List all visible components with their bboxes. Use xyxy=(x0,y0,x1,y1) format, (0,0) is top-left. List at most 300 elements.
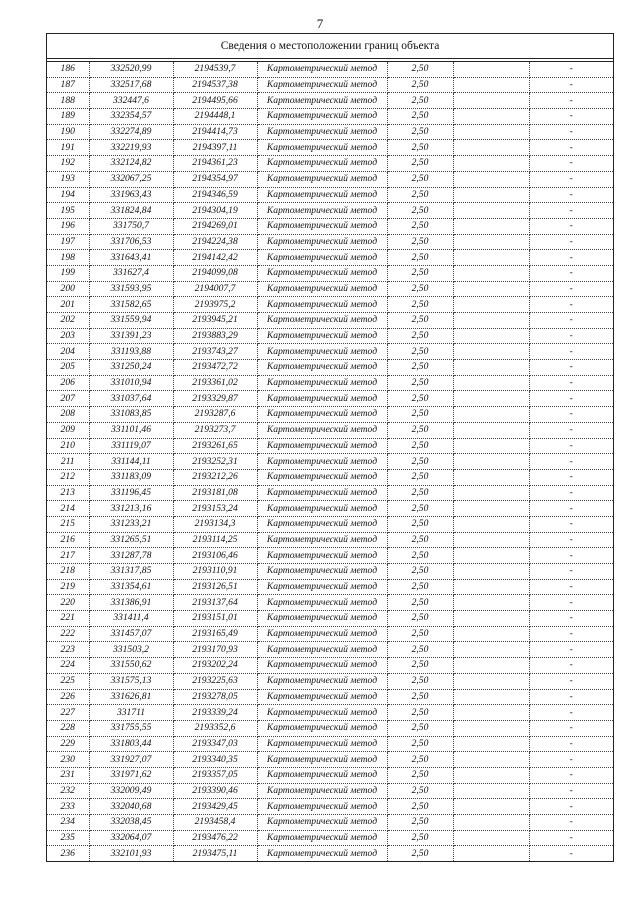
table-row xyxy=(47,516,613,532)
point-number-cell: 227 xyxy=(47,705,89,721)
empty-cell-cell xyxy=(453,360,529,376)
accuracy-cell: 2,50 xyxy=(387,579,453,595)
x-coordinate-cell: 331391,23 xyxy=(89,328,173,344)
x-coordinate-cell: 332274,89 xyxy=(89,124,173,140)
method-cell: Картометрический метод xyxy=(257,454,387,470)
empty-cell-cell xyxy=(453,642,529,658)
note-cell: - xyxy=(529,658,613,674)
y-coordinate-cell: 2193126,51 xyxy=(173,579,257,595)
point-number-cell: 210 xyxy=(47,438,89,454)
x-coordinate-cell: 331706,53 xyxy=(89,234,173,250)
empty-cell-cell xyxy=(453,815,529,831)
empty-cell-cell xyxy=(453,297,529,313)
table-row xyxy=(47,218,613,234)
empty-cell-cell xyxy=(453,705,529,721)
note-cell: - xyxy=(529,469,613,485)
x-coordinate-cell: 331010,94 xyxy=(89,375,173,391)
note-cell: - xyxy=(529,501,613,517)
point-number-cell: 235 xyxy=(47,830,89,846)
x-coordinate-cell: 331755,55 xyxy=(89,720,173,736)
empty-cell-cell xyxy=(453,548,529,564)
note-cell: - xyxy=(529,830,613,846)
table-row xyxy=(47,156,613,172)
note-cell: - xyxy=(529,516,613,532)
table-row xyxy=(47,532,613,548)
method-cell: Картометрический метод xyxy=(257,767,387,783)
point-number-cell: 233 xyxy=(47,799,89,815)
accuracy-cell: 2,50 xyxy=(387,626,453,642)
table-row xyxy=(47,595,613,611)
note-cell: - xyxy=(529,360,613,376)
accuracy-cell: 2,50 xyxy=(387,265,453,281)
table-row xyxy=(47,469,613,485)
note-cell: - xyxy=(529,485,613,501)
x-coordinate-cell: 331265,51 xyxy=(89,532,173,548)
note-cell: - xyxy=(529,799,613,815)
empty-cell-cell xyxy=(453,846,529,861)
table-row xyxy=(47,799,613,815)
y-coordinate-cell: 2193134,3 xyxy=(173,516,257,532)
table-row xyxy=(47,62,613,77)
method-cell: Картометрический метод xyxy=(257,799,387,815)
note-cell: - xyxy=(529,62,613,77)
method-cell: Картометрический метод xyxy=(257,344,387,360)
empty-cell-cell xyxy=(453,438,529,454)
note-cell: - xyxy=(529,250,613,266)
method-cell: Картометрический метод xyxy=(257,360,387,376)
x-coordinate-cell: 331213,16 xyxy=(89,501,173,517)
point-number-cell: 198 xyxy=(47,250,89,266)
y-coordinate-cell: 2194448,1 xyxy=(173,109,257,125)
table-row xyxy=(47,767,613,783)
note-cell: - xyxy=(529,564,613,580)
table-row xyxy=(47,234,613,250)
table-row xyxy=(47,454,613,470)
empty-cell-cell xyxy=(453,187,529,203)
x-coordinate-cell: 331750,7 xyxy=(89,218,173,234)
accuracy-cell: 2,50 xyxy=(387,783,453,799)
accuracy-cell: 2,50 xyxy=(387,767,453,783)
accuracy-cell: 2,50 xyxy=(387,187,453,203)
point-number-cell: 200 xyxy=(47,281,89,297)
table-row xyxy=(47,548,613,564)
accuracy-cell: 2,50 xyxy=(387,344,453,360)
point-number-cell: 202 xyxy=(47,313,89,329)
method-cell: Картометрический метод xyxy=(257,673,387,689)
accuracy-cell: 2,50 xyxy=(387,281,453,297)
x-coordinate-cell: 332520,99 xyxy=(89,62,173,77)
accuracy-cell: 2,50 xyxy=(387,313,453,329)
y-coordinate-cell: 2194414,73 xyxy=(173,124,257,140)
table-row xyxy=(47,391,613,407)
x-coordinate-cell: 331559,94 xyxy=(89,313,173,329)
x-coordinate-cell: 331626,81 xyxy=(89,689,173,705)
table-row xyxy=(47,830,613,846)
accuracy-cell: 2,50 xyxy=(387,830,453,846)
point-number-cell: 201 xyxy=(47,297,89,313)
point-number-cell: 224 xyxy=(47,658,89,674)
empty-cell-cell xyxy=(453,658,529,674)
empty-cell-cell xyxy=(453,767,529,783)
method-cell: Картометрический метод xyxy=(257,109,387,125)
method-cell: Картометрический метод xyxy=(257,689,387,705)
point-number-cell: 196 xyxy=(47,218,89,234)
method-cell: Картометрический метод xyxy=(257,485,387,501)
method-cell: Картометрический метод xyxy=(257,783,387,799)
empty-cell-cell xyxy=(453,422,529,438)
table-row xyxy=(47,297,613,313)
method-cell: Картометрический метод xyxy=(257,62,387,77)
x-coordinate-cell: 331233,21 xyxy=(89,516,173,532)
x-coordinate-cell: 332101,93 xyxy=(89,846,173,861)
x-coordinate-cell: 332354,57 xyxy=(89,109,173,125)
point-number-cell: 206 xyxy=(47,375,89,391)
note-cell: - xyxy=(569,847,573,859)
accuracy-cell: 2,50 xyxy=(387,469,453,485)
x-coordinate-cell: 331193,88 xyxy=(89,344,173,360)
point-number-cell: 192 xyxy=(47,156,89,172)
y-coordinate-cell: 2194304,19 xyxy=(173,203,257,219)
y-coordinate-cell: 2193287,6 xyxy=(173,407,257,423)
x-coordinate-cell: 331963,43 xyxy=(89,187,173,203)
point-number-cell: 216 xyxy=(47,532,89,548)
table-body xyxy=(47,62,613,861)
table-row xyxy=(47,705,613,721)
x-coordinate-cell: 332124,82 xyxy=(89,156,173,172)
point-number-cell: 225 xyxy=(47,673,89,689)
point-number-cell: 195 xyxy=(47,203,89,219)
note-cell: - xyxy=(529,344,613,360)
accuracy-cell: 2,50 xyxy=(387,407,453,423)
table-row xyxy=(47,736,613,752)
empty-cell-cell xyxy=(453,391,529,407)
table-row xyxy=(47,438,613,454)
table-row xyxy=(47,360,613,376)
table-row xyxy=(47,626,613,642)
empty-cell-cell xyxy=(453,109,529,125)
note-cell: - xyxy=(529,265,613,281)
y-coordinate-cell: 2193340,35 xyxy=(173,752,257,768)
note-cell: - xyxy=(529,720,613,736)
table-row xyxy=(47,203,613,219)
accuracy-cell: 2,50 xyxy=(387,815,453,831)
point-number-cell: 204 xyxy=(47,344,89,360)
method-cell: Картометрический метод xyxy=(257,438,387,454)
table-row xyxy=(47,611,613,627)
table-row xyxy=(47,689,613,705)
method-cell: Картометрический метод xyxy=(257,250,387,266)
note-cell: - xyxy=(529,454,613,470)
point-number-cell: 197 xyxy=(47,234,89,250)
y-coordinate-cell: 2194361,23 xyxy=(173,156,257,172)
method-cell: Картометрический метод xyxy=(257,187,387,203)
note-cell: - xyxy=(529,579,613,595)
point-number-cell: 212 xyxy=(47,469,89,485)
method-cell: Картометрический метод xyxy=(257,469,387,485)
point-number-cell: 188 xyxy=(47,93,89,109)
point-number-cell: 228 xyxy=(47,720,89,736)
method-cell: Картометрический метод xyxy=(257,171,387,187)
point-number-cell: 226 xyxy=(47,689,89,705)
accuracy-cell: 2,50 xyxy=(387,611,453,627)
x-coordinate-cell: 331250,24 xyxy=(89,360,173,376)
x-coordinate-cell: 331196,45 xyxy=(89,485,173,501)
note-cell: - xyxy=(529,391,613,407)
empty-cell-cell xyxy=(453,124,529,140)
table-row xyxy=(47,642,613,658)
accuracy-cell: 2,50 xyxy=(387,673,453,689)
boundary-points-table xyxy=(47,62,613,861)
y-coordinate-cell: 2193429,45 xyxy=(173,799,257,815)
empty-cell-cell xyxy=(453,281,529,297)
point-number-cell: 221 xyxy=(47,611,89,627)
empty-cell-cell xyxy=(453,313,529,329)
y-coordinate-cell: 2193110,91 xyxy=(173,564,257,580)
x-coordinate-cell: 331411,4 xyxy=(89,611,173,627)
y-coordinate-cell: 2194224,38 xyxy=(173,234,257,250)
method-cell: Картометрический метод xyxy=(257,93,387,109)
empty-cell-cell xyxy=(453,469,529,485)
method-cell: Картометрический метод xyxy=(257,736,387,752)
method-cell: Картометрический метод xyxy=(257,313,387,329)
accuracy-cell: 2,50 xyxy=(387,705,453,721)
y-coordinate-cell: 2193975,2 xyxy=(173,297,257,313)
y-coordinate-cell: 2193883,29 xyxy=(173,328,257,344)
y-coordinate-cell: 2193347,03 xyxy=(173,736,257,752)
note-cell: - xyxy=(529,281,613,297)
point-number-cell: 205 xyxy=(47,360,89,376)
method-cell: Картометрический метод xyxy=(257,658,387,674)
x-coordinate-cell: 331183,09 xyxy=(89,469,173,485)
note-cell: - xyxy=(529,218,613,234)
table-row xyxy=(47,313,613,329)
note-cell: - xyxy=(529,673,613,689)
y-coordinate-cell: 2193202,24 xyxy=(173,658,257,674)
point-number-cell: 203 xyxy=(47,328,89,344)
accuracy-cell: 2,50 xyxy=(387,156,453,172)
x-coordinate-cell: 331593,95 xyxy=(89,281,173,297)
note-cell: - xyxy=(529,93,613,109)
empty-cell-cell xyxy=(453,407,529,423)
accuracy-cell: 2,50 xyxy=(387,297,453,313)
accuracy-cell: 2,50 xyxy=(387,642,453,658)
table-row xyxy=(47,422,613,438)
point-number-cell: 236 xyxy=(47,846,89,861)
y-coordinate-cell: 2194354,97 xyxy=(173,171,257,187)
accuracy-cell: 2,50 xyxy=(387,422,453,438)
section-title: Сведения о местоположении границ объекта xyxy=(47,34,613,59)
empty-cell-cell xyxy=(453,532,529,548)
table-row xyxy=(47,109,613,125)
accuracy-cell: 2,50 xyxy=(387,203,453,219)
point-number-cell: 213 xyxy=(47,485,89,501)
page-number: 7 xyxy=(316,16,324,31)
x-coordinate-cell: 331643,41 xyxy=(89,250,173,266)
method-cell: Картометрический метод xyxy=(257,548,387,564)
note-cell: - xyxy=(529,783,613,799)
empty-cell-cell xyxy=(453,673,529,689)
table-row xyxy=(47,171,613,187)
method-cell: Картометрический метод xyxy=(257,720,387,736)
point-number-cell: 186 xyxy=(47,62,89,77)
method-cell: Картометрический метод xyxy=(257,422,387,438)
x-coordinate-cell: 331083,85 xyxy=(89,407,173,423)
x-coordinate-cell: 331144,11 xyxy=(89,454,173,470)
table-row xyxy=(47,485,613,501)
point-number-cell: 209 xyxy=(47,422,89,438)
table-row xyxy=(47,815,613,831)
x-coordinate-cell: 332447,6 xyxy=(89,93,173,109)
empty-cell-cell xyxy=(453,830,529,846)
y-coordinate-cell: 2194346,59 xyxy=(173,187,257,203)
y-coordinate-cell: 2193357,05 xyxy=(173,767,257,783)
point-number-cell: 222 xyxy=(47,626,89,642)
note-cell: - xyxy=(529,297,613,313)
empty-cell-cell xyxy=(453,516,529,532)
accuracy-cell: 2,50 xyxy=(387,799,453,815)
x-coordinate-cell: 331803,44 xyxy=(89,736,173,752)
x-coordinate-cell: 331037,64 xyxy=(89,391,173,407)
table-row xyxy=(47,501,613,517)
y-coordinate-cell: 2194269,01 xyxy=(173,218,257,234)
point-number-cell: 219 xyxy=(47,579,89,595)
method-cell: Картометрический метод xyxy=(257,564,387,580)
method-cell: Картометрический метод xyxy=(257,375,387,391)
x-coordinate-cell: 331575,13 xyxy=(89,673,173,689)
x-coordinate-cell: 331101,46 xyxy=(89,422,173,438)
point-number-cell: 187 xyxy=(47,77,89,93)
empty-cell-cell xyxy=(453,564,529,580)
method-cell: Картометрический метод xyxy=(257,579,387,595)
table-row xyxy=(47,846,613,861)
y-coordinate-cell: 2193114,25 xyxy=(173,532,257,548)
point-number-cell: 190 xyxy=(47,124,89,140)
note-cell: - xyxy=(529,171,613,187)
y-coordinate-cell: 2193352,6 xyxy=(173,720,257,736)
y-coordinate-cell: 2193278,05 xyxy=(173,689,257,705)
accuracy-cell: 2,50 xyxy=(387,93,453,109)
note-cell: - xyxy=(529,407,613,423)
method-cell: Картометрический метод xyxy=(257,815,387,831)
method-cell: Картометрический метод xyxy=(257,626,387,642)
empty-cell-cell xyxy=(453,799,529,815)
method-cell: Картометрический метод xyxy=(257,297,387,313)
method-cell: Картометрический метод xyxy=(257,830,387,846)
accuracy-cell: 2,50 xyxy=(387,595,453,611)
table-row xyxy=(47,187,613,203)
table-row xyxy=(47,720,613,736)
x-coordinate-cell: 332009,49 xyxy=(89,783,173,799)
table-row xyxy=(47,328,613,344)
x-coordinate-cell: 332038,45 xyxy=(89,815,173,831)
y-coordinate-cell: 2193390,46 xyxy=(173,783,257,799)
y-coordinate-cell: 2193137,64 xyxy=(173,595,257,611)
x-coordinate-cell: 331457,07 xyxy=(89,626,173,642)
y-coordinate-cell: 2193339,24 xyxy=(173,705,257,721)
accuracy-cell: 2,50 xyxy=(387,501,453,517)
empty-cell-cell xyxy=(453,203,529,219)
note-cell: - xyxy=(529,140,613,156)
empty-cell-cell xyxy=(453,611,529,627)
table-row xyxy=(47,77,613,93)
note-cell: - xyxy=(529,156,613,172)
note-cell: - xyxy=(529,422,613,438)
x-coordinate-cell: 332219,93 xyxy=(89,140,173,156)
empty-cell-cell xyxy=(453,736,529,752)
point-number-cell: 234 xyxy=(47,815,89,831)
accuracy-cell: 2,50 xyxy=(387,564,453,580)
y-coordinate-cell: 2194537,38 xyxy=(173,77,257,93)
method-cell: Картометрический метод xyxy=(257,156,387,172)
y-coordinate-cell: 2193181,08 xyxy=(173,485,257,501)
empty-cell-cell xyxy=(453,485,529,501)
note-cell: - xyxy=(529,124,613,140)
note-cell: - xyxy=(529,705,613,721)
accuracy-cell: 2,50 xyxy=(387,360,453,376)
accuracy-cell: 2,50 xyxy=(387,532,453,548)
x-coordinate-cell: 332067,25 xyxy=(89,171,173,187)
table-row xyxy=(47,140,613,156)
method-cell: Картометрический метод xyxy=(257,611,387,627)
y-coordinate-cell: 2194495,66 xyxy=(173,93,257,109)
table-row xyxy=(47,658,613,674)
empty-cell-cell xyxy=(453,265,529,281)
accuracy-cell: 2,50 xyxy=(387,689,453,705)
y-coordinate-cell: 2193329,87 xyxy=(173,391,257,407)
point-number-cell: 211 xyxy=(47,454,89,470)
empty-cell-cell xyxy=(453,752,529,768)
method-cell: Картометрический метод xyxy=(257,77,387,93)
accuracy-cell: 2,50 xyxy=(387,171,453,187)
empty-cell-cell xyxy=(453,454,529,470)
point-number-cell: 215 xyxy=(47,516,89,532)
empty-cell-cell xyxy=(453,234,529,250)
x-coordinate-cell: 331971,62 xyxy=(89,767,173,783)
table-row xyxy=(47,265,613,281)
x-coordinate-cell: 331354,61 xyxy=(89,579,173,595)
y-coordinate-cell: 2194142,42 xyxy=(173,250,257,266)
method-cell: Картометрический метод xyxy=(257,124,387,140)
note-cell: - xyxy=(529,234,613,250)
y-coordinate-cell: 2193475,11 xyxy=(173,846,257,861)
x-coordinate-cell: 332064,07 xyxy=(89,830,173,846)
accuracy-cell: 2,50 xyxy=(387,250,453,266)
x-coordinate-cell: 331711 xyxy=(89,705,173,721)
point-number-cell: 207 xyxy=(47,391,89,407)
note-cell: - xyxy=(529,548,613,564)
point-number-cell: 229 xyxy=(47,736,89,752)
y-coordinate-cell: 2194539,7 xyxy=(173,62,257,77)
accuracy-cell: 2,50 xyxy=(387,516,453,532)
point-number-cell: 223 xyxy=(47,642,89,658)
point-number-cell: 217 xyxy=(47,548,89,564)
note-cell: - xyxy=(529,626,613,642)
y-coordinate-cell: 2193106,46 xyxy=(173,548,257,564)
x-coordinate-cell: 331119,07 xyxy=(89,438,173,454)
accuracy-cell: 2,50 xyxy=(387,328,453,344)
method-cell: Картометрический метод xyxy=(257,642,387,658)
method-cell: Картометрический метод xyxy=(257,328,387,344)
empty-cell-cell xyxy=(453,344,529,360)
empty-cell-cell xyxy=(453,720,529,736)
note-cell: - xyxy=(529,203,613,219)
table-row xyxy=(47,579,613,595)
note-cell: - xyxy=(529,77,613,93)
empty-cell-cell xyxy=(453,250,529,266)
note-cell: - xyxy=(529,611,613,627)
y-coordinate-cell: 2194007,7 xyxy=(173,281,257,297)
accuracy-cell: 2,50 xyxy=(387,548,453,564)
